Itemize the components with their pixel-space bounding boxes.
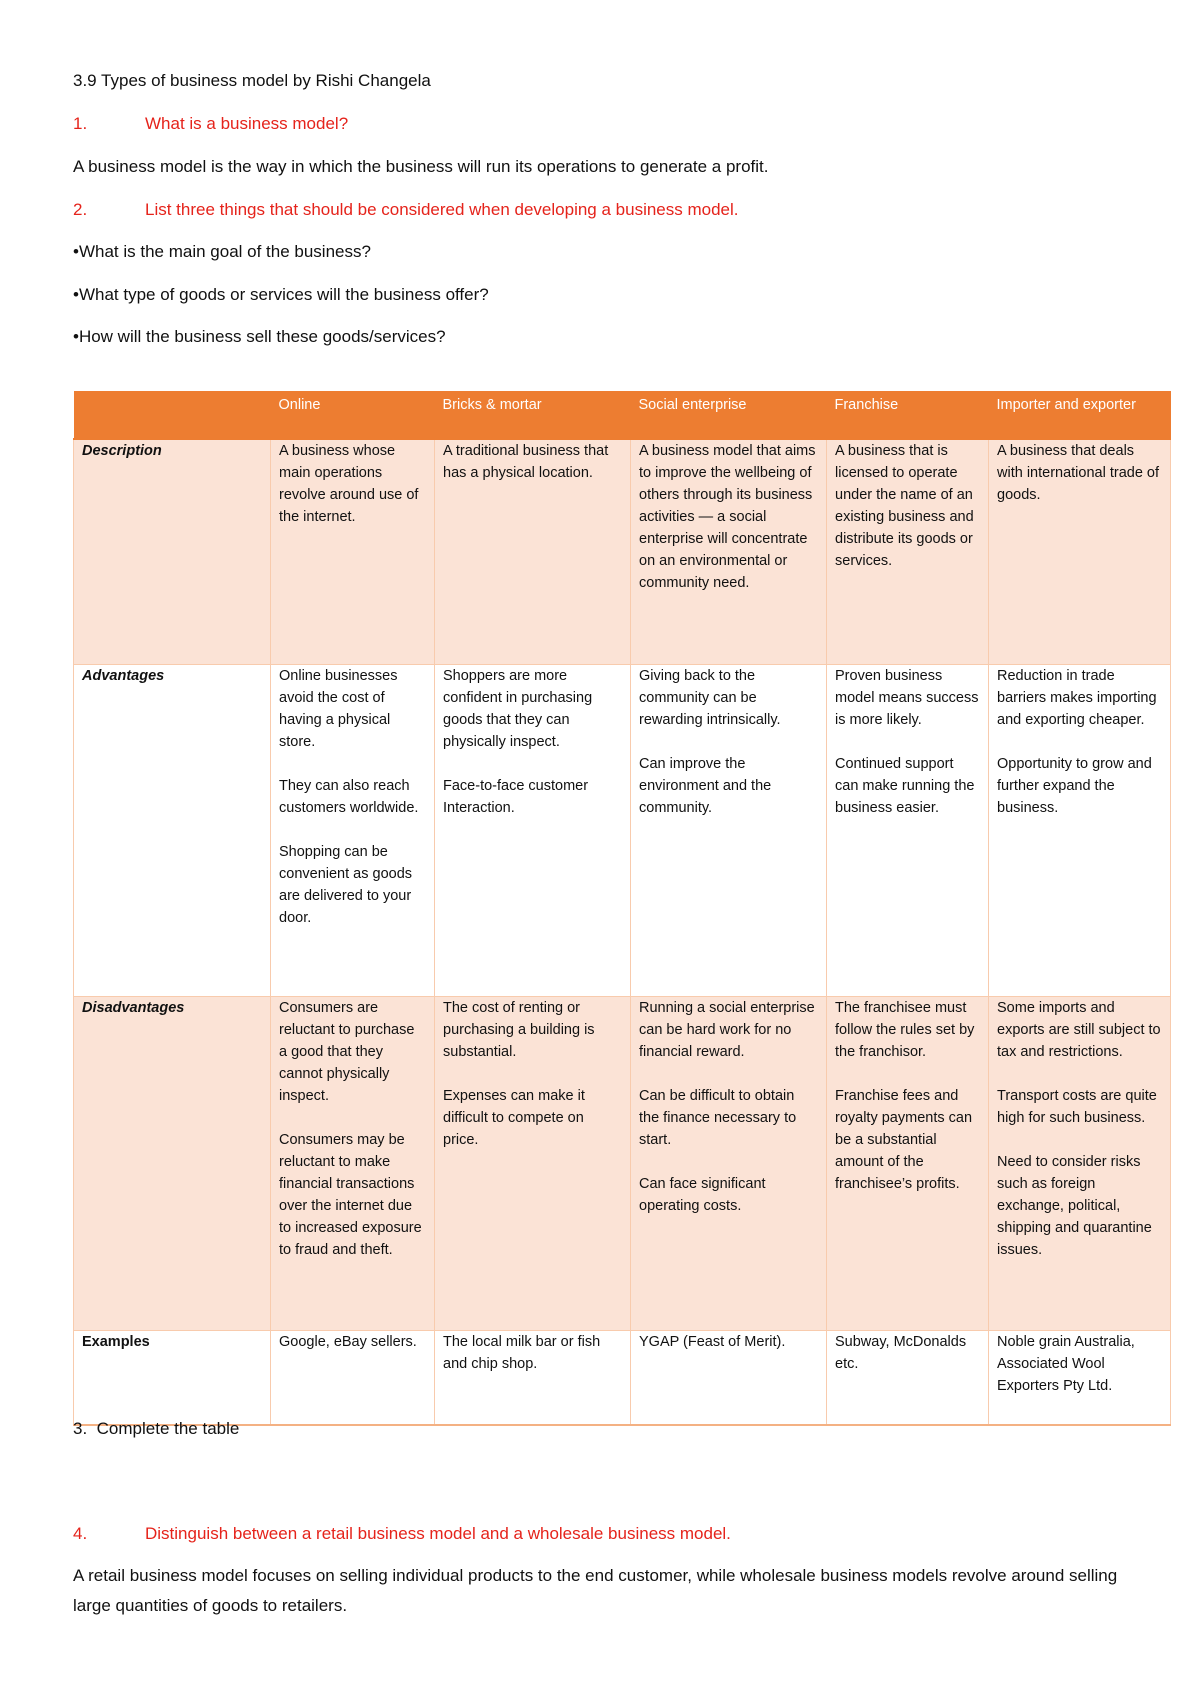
cell-text: They can also reach customers worldwide. xyxy=(279,778,419,816)
question-4-text: Distinguish between a retail business model and a wholesale business model. xyxy=(145,1524,731,1543)
table-row xyxy=(74,665,1171,997)
table-cell xyxy=(435,1331,631,1426)
table-cell xyxy=(271,439,435,665)
question-4 xyxy=(73,1524,731,1544)
business-model-table xyxy=(73,391,1171,1426)
table-row xyxy=(74,439,1171,665)
table-cell xyxy=(271,1331,435,1426)
table-cell xyxy=(271,665,435,997)
cell-text: Consumers are reluctant to purchase a good that they cannot physically inspect. xyxy=(279,1000,415,1104)
cell-text: Need to consider risks such as foreign exchange, political, shipping and quarantine issues. xyxy=(997,1154,1152,1258)
cell-text: YGAP (Feast of Merit). xyxy=(639,1334,786,1350)
cell-text: Noble grain Australia, Associated Wool Exporters Pty Ltd. xyxy=(997,1334,1135,1394)
cell-text: Franchise fees and royalty payments can be a substantial amount of the franchisee’s profits. xyxy=(835,1088,973,1192)
table-cell xyxy=(631,1331,827,1426)
cell-text: Expenses can make it difficult to compete on price. xyxy=(443,1088,585,1148)
answer-4: A retail business model focuses on selling individual products to the end customer, while wholesale business models revolve around selling large quantities of goods to retailers. xyxy=(73,1566,1118,1615)
cell-text: Some imports and exports are still subject to tax and restrictions. xyxy=(997,1000,1161,1060)
table-header-cell: Social enterprise xyxy=(631,392,827,439)
cell-text: Shopping can be convenient as goods are delivered to your door. xyxy=(279,844,413,926)
table-header-row xyxy=(74,392,1171,439)
table-cell xyxy=(989,665,1171,997)
cell-text: A traditional business that has a physical location. xyxy=(443,443,609,481)
table-header-cell xyxy=(74,392,271,439)
table-cell xyxy=(631,997,827,1331)
table-cell xyxy=(631,439,827,665)
cell-text: The franchisee must follow the rules set by the franchisor. xyxy=(835,1000,975,1060)
cell-text: Can improve the environment and the community. xyxy=(639,756,772,816)
cell-text: A business that deals with international trade of goods. xyxy=(997,443,1160,503)
question-3-number: 3. xyxy=(73,1419,88,1438)
question-1 xyxy=(73,114,348,134)
table-header-cell: Online xyxy=(271,392,435,439)
answer-2-bullet: •What type of goods or services will the business offer? xyxy=(73,285,489,304)
cell-text: Can face significant operating costs. xyxy=(639,1176,766,1214)
question-1-number: 1. xyxy=(73,114,88,133)
table-cell xyxy=(989,997,1171,1331)
question-2-text: List three things that should be considered when developing a business model. xyxy=(145,200,739,219)
row-label: Advantages xyxy=(74,665,271,997)
table-row xyxy=(74,1331,1171,1426)
table-row xyxy=(74,997,1171,1331)
cell-text: A business that is licensed to operate under the name of an existing business and distribute its goods or services. xyxy=(835,443,974,569)
table-header-cell: Franchise xyxy=(827,392,989,439)
question-2-number: 2. xyxy=(73,200,88,219)
table-cell xyxy=(827,997,989,1331)
cell-text: Opportunity to grow and further expand the business. xyxy=(997,756,1152,816)
cell-text: Proven business model means success is more likely. xyxy=(835,668,979,728)
table-cell xyxy=(435,665,631,997)
table-header-cell: Importer and exporter xyxy=(989,392,1171,439)
row-label: Examples xyxy=(74,1331,271,1426)
cell-text: Transport costs are quite high for such business. xyxy=(997,1088,1157,1126)
cell-text: Giving back to the community can be rewarding intrinsically. xyxy=(639,668,781,728)
cell-text: Subway, McDonalds etc. xyxy=(835,1334,967,1372)
cell-text: Shoppers are more confident in purchasing goods that they can physically inspect. xyxy=(443,668,593,750)
answer-1: A business model is the way in which the business will run its operations to generate a profit. xyxy=(73,157,769,176)
answer-2-bullet: •How will the business sell these goods/services? xyxy=(73,327,446,346)
row-label: Description xyxy=(74,439,271,665)
cell-text: Consumers may be reluctant to make financial transactions over the internet due to increased exposure to fraud and theft. xyxy=(279,1132,422,1258)
table-cell xyxy=(989,439,1171,665)
table-cell xyxy=(435,439,631,665)
cell-text: Face-to-face customer Interaction. xyxy=(443,778,589,816)
cell-text: Online businesses avoid the cost of having a physical store. xyxy=(279,668,398,750)
table-cell xyxy=(827,439,989,665)
question-1-text: What is a business model? xyxy=(145,114,349,133)
cell-text: The cost of renting or purchasing a building is substantial. xyxy=(443,1000,595,1060)
table-cell xyxy=(827,665,989,997)
table-cell xyxy=(435,997,631,1331)
cell-text: A business model that aims to improve the wellbeing of others through its business activities — a social enterprise will concentrate on an environmental or community need. xyxy=(639,443,816,591)
question-4-number: 4. xyxy=(73,1524,88,1543)
answer-2-bullet: •What is the main goal of the business? xyxy=(73,242,371,261)
table-cell xyxy=(631,665,827,997)
table-cell xyxy=(827,1331,989,1426)
cell-text: Running a social enterprise can be hard work for no financial reward. xyxy=(639,1000,815,1060)
cell-text: The local milk bar or fish and chip shop. xyxy=(443,1334,601,1372)
cell-text: Can be difficult to obtain the finance necessary to start. xyxy=(639,1088,797,1148)
question-3-text: Complete the table xyxy=(96,1419,240,1438)
cell-text: Reduction in trade barriers makes importing and exporting cheaper. xyxy=(997,668,1157,728)
row-label: Disadvantages xyxy=(74,997,271,1331)
cell-text: Continued support can make running the business easier. xyxy=(835,756,975,816)
table-cell xyxy=(989,1331,1171,1426)
question-3 xyxy=(73,1419,239,1439)
document-title: 3.9 Types of business model by Rishi Changela xyxy=(73,71,431,90)
table-cell xyxy=(271,997,435,1331)
cell-text: A business whose main operations revolve around use of the internet. xyxy=(279,443,419,525)
cell-text: Google, eBay sellers. xyxy=(279,1334,417,1350)
table-header-cell: Bricks & mortar xyxy=(435,392,631,439)
question-2 xyxy=(73,200,739,220)
